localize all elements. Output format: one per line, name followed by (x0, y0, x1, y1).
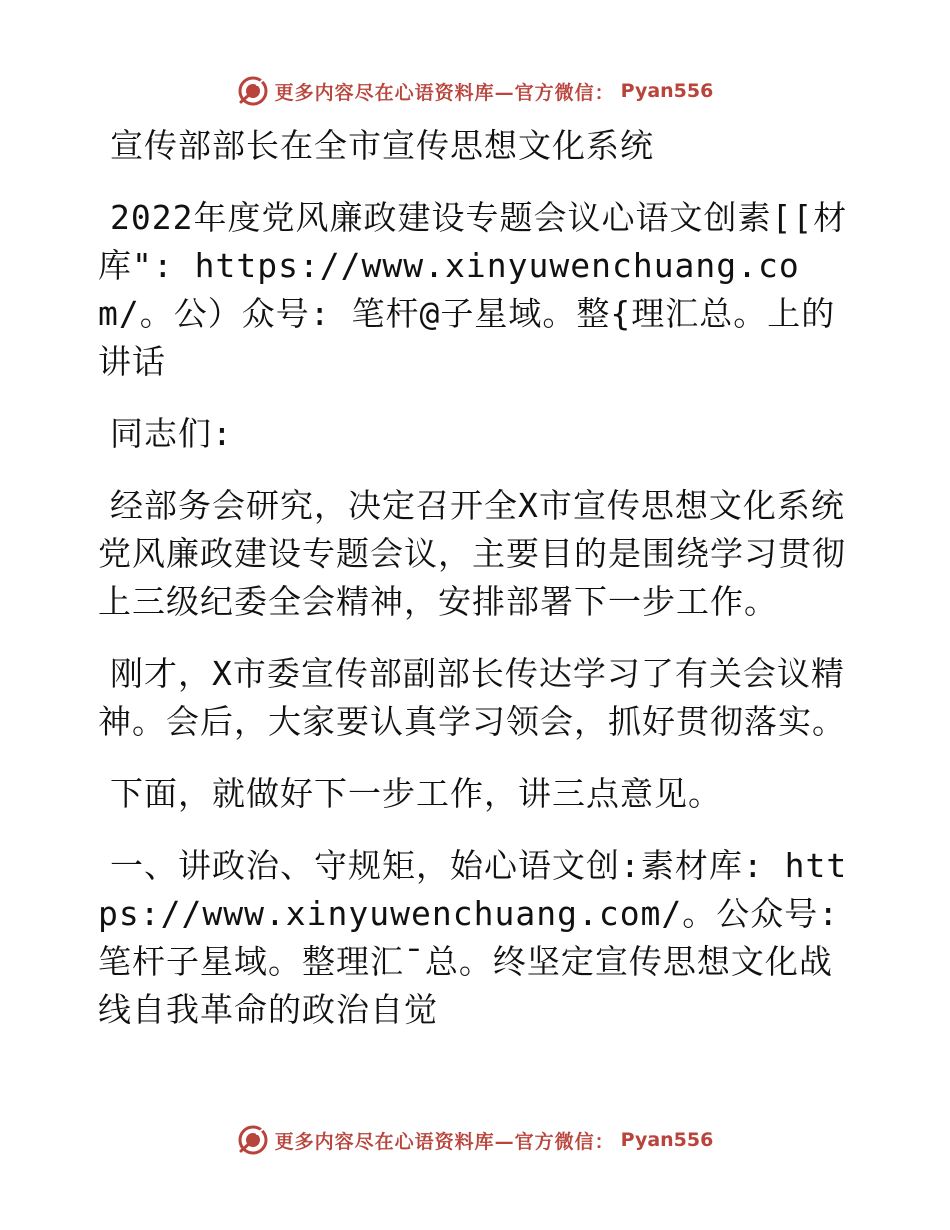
red-circle-pen-logo-icon (237, 1124, 269, 1156)
header-watermark (0, 71, 950, 111)
paragraph-3: 下面，就做好下一步工作，讲三点意见。 (110, 774, 722, 813)
section-heading-1: 一、讲政治、守规矩，始心语文创:素材库: https://www.xinyuwenchuang.com/。公众号: 笔杆子星域。整理汇¯总。终坚定宣传思想文化战线自我革命的政治自觉 (98, 846, 848, 1029)
watermark-wechat-id: Pyan556 (620, 80, 714, 102)
document-title-line-2: 2022年度党风廉政建设专题会议心语文创素[[材库": https://www.xinyuwenchuang.com/。公）众号: 笔杆@子星域。整{理汇总。上的讲话 (98, 198, 848, 381)
paragraph-2: 刚才，X市委宣传部副部长传达学习了有关会议精神。会后，大家要认真学习领会，抓好贯彻落实。 (98, 654, 846, 741)
watermark-text: 更多内容尽在心语资料库—官方微信： (274, 1130, 615, 1153)
red-circle-pen-logo-icon (237, 75, 269, 107)
salutation: 同志们: (110, 414, 233, 453)
watermark-wechat-id: Pyan556 (620, 1129, 714, 1151)
document-body (98, 122, 858, 1034)
watermark-text: 更多内容尽在心语资料库—官方微信： (274, 81, 615, 104)
paragraph-1: 经部务会研究，决定召开全X市宣传思想文化系统党风廉政建设专题会议，主要目的是围绕学习贯彻上三级纪委全会精神，安排部署下一步工作。 (98, 486, 846, 621)
document-title-line-1: 宣传部部长在全市宣传思想文化系统 (110, 126, 654, 165)
footer-watermark (0, 1120, 950, 1160)
